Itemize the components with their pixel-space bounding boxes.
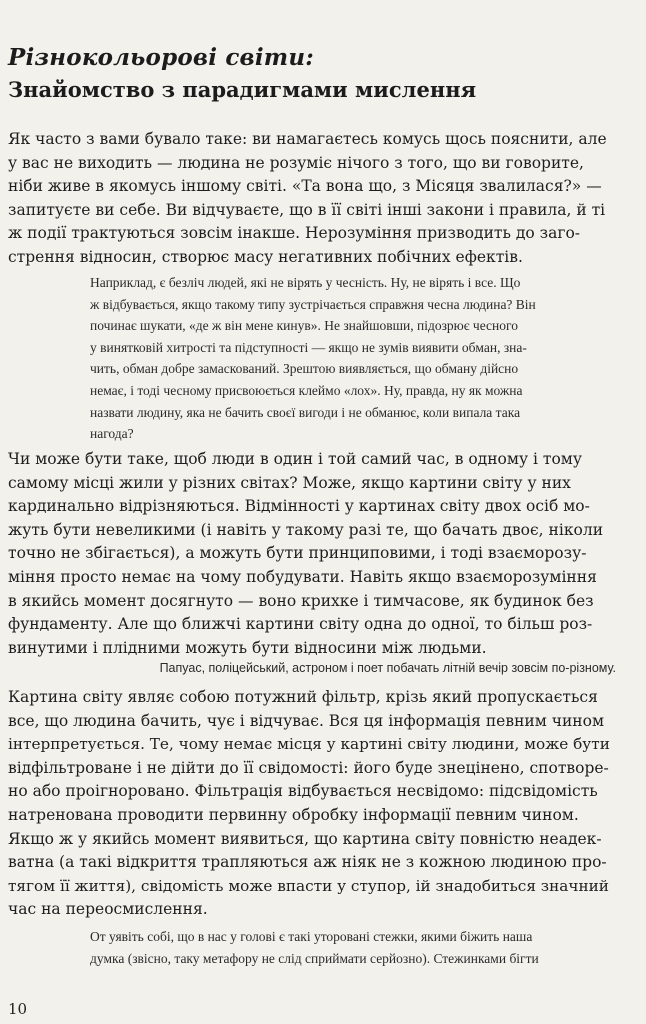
text-line: стрення відносин, створює масу негативних побічних ефектів. [8,247,523,266]
paragraph-filter [8,686,616,922]
text-line: чить, обман добре замаскований. Зрештою виявляється, що обману дійсно [90,361,519,377]
text-line: нагода? [90,426,134,442]
text-line: ж відбувається, якщо такому типу зустрічається справжня чесна людина? Він [90,296,536,312]
text-line: натренована проводити первинну обробку інформації певним чином. [8,805,579,824]
text-line: жуть бути невеликими (і навіть у такому разі те, що бачать двоє, ніколи [8,520,604,539]
chapter-title: Різнокольорові світи: [8,44,314,71]
text-line: у винятковій хитрості та підступності — якщо не зумів виявити обман, зна- [90,339,527,355]
text-line: ж події трактуються зовсім інакше. Нерозуміння призводить до заго- [8,224,581,243]
text-line: кардинально відрізняються. Відмінності у картинах світу двох осіб мо- [8,497,590,516]
paragraph-different-worlds [8,448,616,660]
figure-caption: Папуас, поліцейський, астроном і поет побачать літній вечір зовсім по-різному. [159,661,616,675]
example-honesty [90,272,616,445]
text-line: в якийсь момент досягнуто — воно крихке і тимчасове, як будинок без [8,591,594,610]
page-number: 10 [8,1000,28,1018]
text-line: От уявіть собі, що в нас у голові є такі уторовані стежки, якими біжить наша [90,929,533,944]
text-line: фундаменту. Але що ближчі картини світу одна до одної, то більш роз- [8,615,593,634]
text-line: час на переосмислення. [8,900,208,919]
text-line: запитуєте ви себе. Ви відчуваєте, що в її світі інші закони і правила, й ті [8,200,606,219]
text-line: Як часто з вами бувало таке: ви намагаєтесь комусь щось пояснити, але [8,130,607,148]
text-line: думка (звісно, таку метафору не слід сприймати серйозно). Стежинками бігти [90,950,539,966]
text-line: у вас не виходить — людина не розуміє нічого з того, що ви говорите, [8,153,584,172]
text-line: все, що людина бачить, чує і відчуває. Вся ця інформація певним чином [8,711,605,730]
text-line: винутими і плідними можуть бути відносини між людьми. [8,638,487,657]
text-line: починає шукати, «де ж він мене кинув». Не знайшовши, підозрює чесного [90,318,518,334]
text-line: назвати людину, яка не бачить своєї вигоди і не обманює, коли випала така [90,404,521,420]
text-line: но або проігноровано. Фільтрація відбувається несвідомо: підсвідомість [8,782,598,801]
text-line: Якщо ж у якийсь момент виявиться, що картина світу повністю неадек- [8,829,602,848]
text-line: ніби живе в якомусь іншому світі. «Та вона що, з Місяця звалилася?» — [8,177,602,196]
text-line: немає, і тоді чесному присвоюється клеймо «лох». Ну, правда, ну як можна [90,382,523,398]
text-line: точно не збігається), а можуть бути принциповими, і тоді взаєморозу- [8,544,587,563]
text-line: відфільтроване і не дійти до її свідомості: його буде знецінено, спотворе- [8,758,609,777]
text-line: інтерпретується. Те, чому немає місця у картині світу людини, може бути [8,735,610,754]
text-line: міння просто немає на чому побудувати. Навіть якщо взаєморозуміння [8,567,597,586]
text-line: Наприклад, є безліч людей, які не вірять у чесність. Ну, не вірять і все. Що [90,275,521,290]
text-line: тягом її життя), свідомість може впасти у ступор, ій знадобиться значний [8,876,609,895]
example-paths [90,926,616,969]
text-line: ватна (а такі відкриття трапляються аж ніяк не з кожною людиною про- [8,853,607,872]
text-line: Картина світу являє собою потужний фільтр, крізь який пропускається [8,688,598,706]
paragraph-intro [8,128,616,270]
text-line: Чи може бути таке, щоб люди в один і той самий час, в одному і тому [8,450,582,468]
text-line: самому місці жили у різних світах? Може, якщо картини світу у них [8,473,571,492]
chapter-subtitle: Знайомство з парадигмами мислення [8,77,477,102]
